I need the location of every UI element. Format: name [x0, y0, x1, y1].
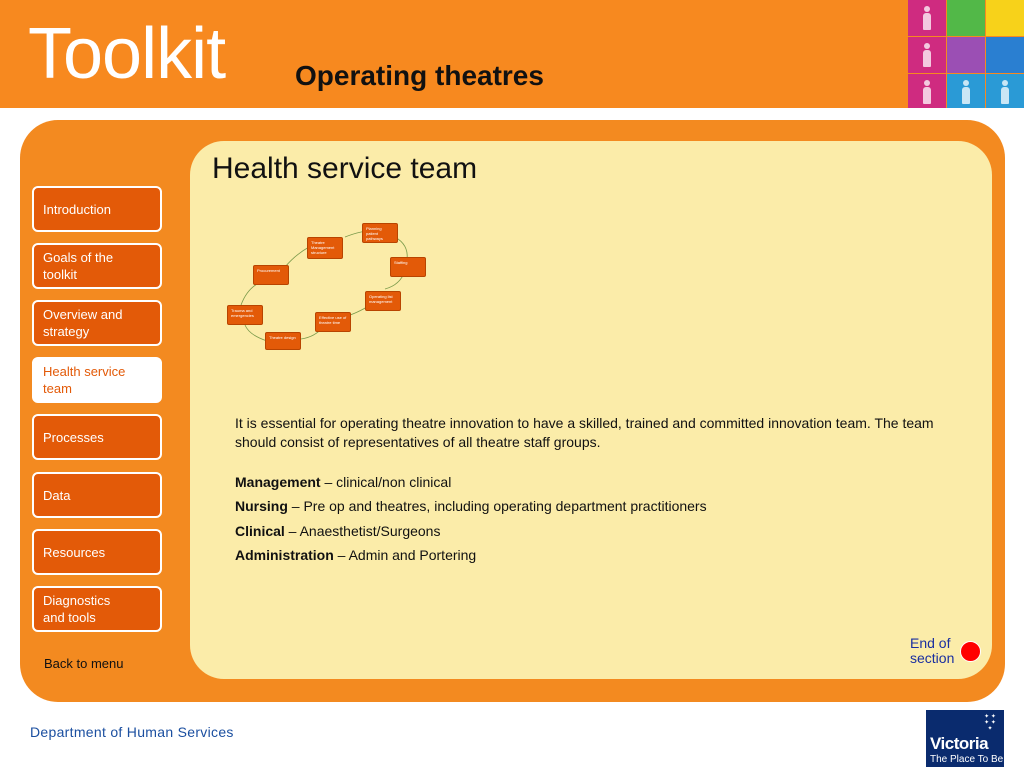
section-subtitle: Operating theatres [295, 60, 544, 91]
people-mosaic-logo [908, 0, 1024, 110]
header-bar [0, 0, 1024, 110]
team-role: Clinical [235, 523, 285, 539]
cycle-arc [285, 247, 309, 267]
team-description: – clinical/non clinical [320, 474, 452, 490]
team-role: Administration [235, 547, 334, 563]
team-line [235, 474, 975, 490]
person-icon [923, 43, 931, 67]
nav-data[interactable]: Data [32, 472, 162, 518]
victoria-logo [926, 710, 1004, 767]
end-of-section-button[interactable] [910, 636, 980, 670]
person-icon [923, 80, 931, 104]
intro-paragraph: It is essential for operating theatre innovation to have a skilled, trained and committed innovation team. The team should consist of representatives of all theatre staff groups. [235, 415, 934, 450]
victoria-logo-tagline: The Place To Be [930, 754, 1004, 765]
cycle-arcs [225, 215, 435, 355]
team-line [235, 523, 975, 539]
nav-introduction[interactable]: Introduction [32, 186, 162, 232]
diagram-node: Staffing [390, 257, 426, 277]
back-to-menu-link[interactable]: Back to menu [44, 656, 124, 671]
mosaic-tile [908, 37, 946, 73]
diagram-node: Theatre design [265, 332, 301, 350]
page-title: Health service team [212, 152, 478, 185]
department-name: Department of Human Services [30, 724, 234, 740]
nav-overview-and-strategy[interactable]: Overview and strategy [32, 300, 162, 346]
team-line [235, 547, 975, 563]
cycle-arc [241, 283, 259, 305]
nav-processes[interactable]: Processes [32, 414, 162, 460]
mosaic-tile [986, 74, 1024, 110]
victoria-logo-name: Victoria [930, 734, 989, 753]
nav-health-service-team[interactable]: Health service team [32, 357, 162, 403]
diagram-node: Effective use of theatre time [315, 312, 351, 332]
team-description: – Anaesthetist/Surgeons [284, 523, 441, 539]
diagram-node: Operating list management [365, 291, 401, 311]
diagram-node: Procurement [253, 265, 289, 285]
end-of-section-label: End of section [910, 635, 955, 666]
nav-resources[interactable]: Resources [32, 529, 162, 575]
mosaic-tile [986, 37, 1024, 73]
toolkit-title: Toolkit [28, 14, 226, 94]
person-icon [1001, 80, 1009, 104]
team-line [235, 498, 975, 514]
team-cycle-diagram [225, 215, 435, 355]
cycle-arc [245, 325, 267, 341]
nav-goals-of-the-toolkit[interactable]: Goals of the toolkit [32, 243, 162, 289]
person-icon [962, 80, 970, 104]
mosaic-tile [986, 0, 1024, 36]
person-icon [923, 6, 931, 30]
southern-cross-icon: ✦ ✦ ✦ ✦ ✦ [984, 714, 996, 732]
mosaic-tile [908, 74, 946, 110]
team-description: – Admin and Portering [333, 547, 477, 563]
team-role: Nursing [235, 498, 288, 514]
mosaic-tile [947, 74, 985, 110]
mosaic-tile [908, 0, 946, 36]
red-dot-icon [960, 641, 981, 662]
mosaic-tile [947, 37, 985, 73]
diagram-node: Planning patient pathways [362, 223, 398, 243]
team-description: – Pre op and theatres, including operating department practitioners [287, 498, 707, 514]
header-divider [0, 108, 1024, 110]
team-role: Management [235, 474, 321, 490]
mosaic-tile [947, 0, 985, 36]
diagram-node: Trauma and emergencies [227, 305, 263, 325]
diagram-node: Theatre Management structure [307, 237, 343, 259]
nav-diagnostics-and-tools[interactable]: Diagnostics and tools [32, 586, 162, 632]
